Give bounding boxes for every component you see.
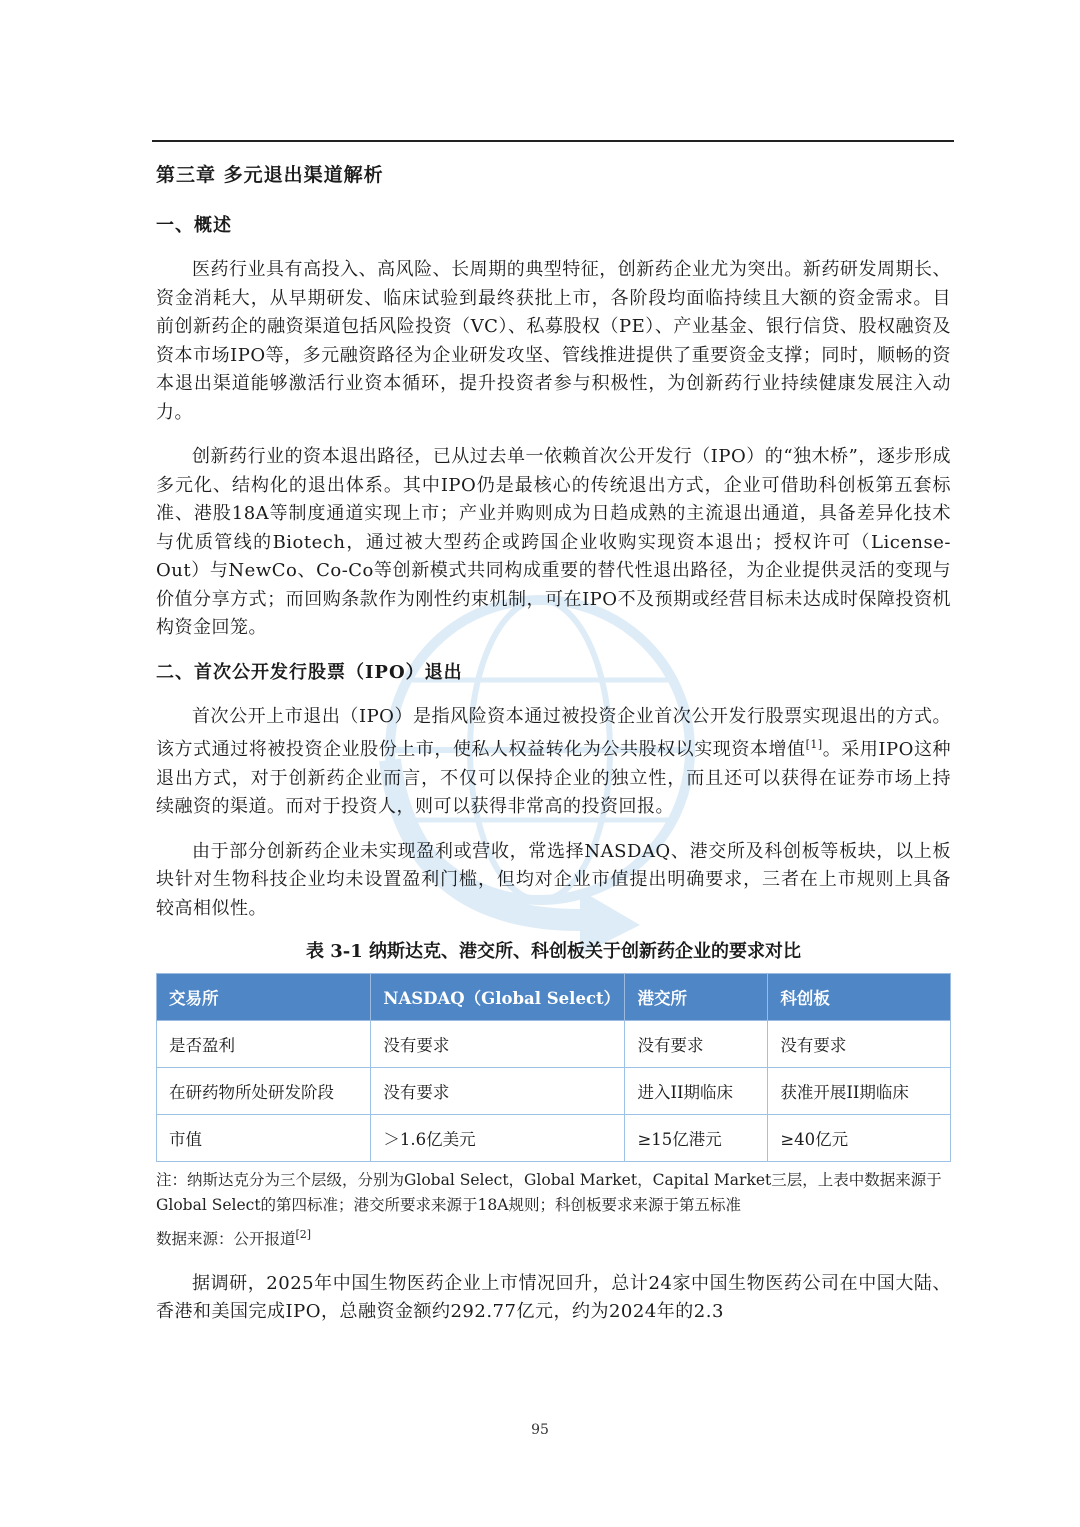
section-heading-overview: 一、概述: [156, 215, 232, 236]
table-row: [157, 1115, 951, 1162]
table-header-cell: 科创板: [768, 974, 951, 1021]
ipo-paragraph-1-text-b: 。采用IPO这种退出方式，对于创新药企业而言，不仅可以保持企业的独立性，而且还可以获得在证券市场上持续融资的渠道。而对于投资人，则可以获得非常高的投资回报。: [156, 739, 952, 817]
table-cell: 进入II期临床: [625, 1068, 768, 1115]
table-cell: 没有要求: [371, 1068, 625, 1115]
ipo-paragraph-2: 由于部分创新药企业未实现盈利或营收，常选择NASDAQ、港交所及科创板等板块，以上板块针对生物科技企业均未设置盈利门槛，但均对企业市值提出明确要求，三者在上市规则上具备较高相似性。: [156, 840, 951, 919]
table-cell: ＞1.6亿美元: [371, 1115, 625, 1162]
ipo-paragraph-1: [156, 703, 951, 822]
overview-paragraph-1: 医药行业具有高投入、高风险、长周期的典型特征，创新药企业尤为突出。新药研发周期长、资金消耗大，从早期研发、临床试验到最终获批上市，各阶段均面临持续且大额的资金需求。目前创新药企的融资渠道包括风险投资（VC）、私募股权（PE）、产业基金、银行信贷、股权融资及资本市场IPO等，多元融资路径为企业研发攻坚、管线推进提供了重要资金支撑；同时，顺畅的资本退出渠道能够激活行业资本循环，提升投资者参与积极性，为创新药行业持续健康发展注入动力。: [156, 259, 951, 423]
table-cell: 是否盈利: [157, 1021, 371, 1068]
page-content: [156, 160, 951, 1343]
data-source: [156, 1223, 951, 1252]
final-paragraph: 据调研，2025年中国生物医药企业上市情况回升，总计24家中国生物医药公司在中国大陆、香港和美国完成IPO，总融资金额约292.77亿元，约为2024年的2.3: [156, 1272, 951, 1323]
exchange-comparison-table: [156, 973, 951, 1162]
section-heading-ipo: 二、首次公开发行股票（IPO）退出: [156, 661, 463, 683]
table-row: [157, 1021, 951, 1068]
overview-paragraph-2: 创新药行业的资本退出路径，已从过去单一依赖首次公开发行（IPO）的“独木桥”，逐步形成多元化、结构化的退出体系。其中IPO仍是最核心的传统退出方式，企业可借助科创板第五套标准、港股18A等制度通道实现上市；产业并购则成为日趋成熟的主流退出通道，具备差异化技术与优质管线的Biotech，通过被大型药企或跨国企业收购实现资本退出；授权许可（License-Out）与NewCo、Co-Co等创新模式共同构成重要的替代性退出路径，为企业提供灵活的变现与价值分享方式；而回购条款作为刚性约束机制，可在IPO不及预期或经营目标未达成时保障投资机构资金回笼。: [156, 446, 951, 638]
ipo-paragraph-1-text-a: 首次公开上市退出（IPO）是指风险资本通过被投资企业首次公开发行股票实现退出的方式。该方式通过将被投资企业股份上市，使私人权益转化为公共股权以实现资本增值: [156, 705, 951, 760]
table-cell: 没有要求: [768, 1021, 951, 1068]
table-cell: 获准开展II期临床: [768, 1068, 951, 1115]
table-cell: 在研药物所处研发阶段: [157, 1068, 371, 1115]
citation-2: [2]: [295, 1228, 312, 1241]
table-cell: ≥40亿元: [768, 1115, 951, 1162]
table-header-cell: 交易所: [157, 974, 371, 1021]
table-caption: 表 3-1 纳斯达克、港交所、科创板关于创新药企业的要求对比: [305, 941, 802, 962]
data-source-text: 数据来源：公开报道: [156, 1230, 296, 1249]
table-cell: 没有要求: [371, 1021, 625, 1068]
table-cell: 没有要求: [625, 1021, 768, 1068]
table-cell: 市值: [157, 1115, 371, 1162]
table-row: [157, 1068, 951, 1115]
chapter-title: 第三章 多元退出渠道解析: [156, 164, 384, 186]
table-note: 注：纳斯达克分为三个层级，分别为Global Select，Global Market，Capital Market三层，上表中数据来源于Global Select的第四标准；港交所要求来源于18A规则；科创板要求来源于第五标准: [156, 1171, 942, 1214]
citation-1: [1]: [805, 738, 823, 751]
header-rule: [152, 140, 954, 142]
table-header-cell: 港交所: [625, 974, 768, 1021]
table-cell: ≥15亿港元: [625, 1115, 768, 1162]
table-header-cell: NASDAQ（Global Select）: [371, 974, 625, 1021]
page-number: 95: [531, 1422, 549, 1438]
table-header-row: [157, 974, 951, 1021]
